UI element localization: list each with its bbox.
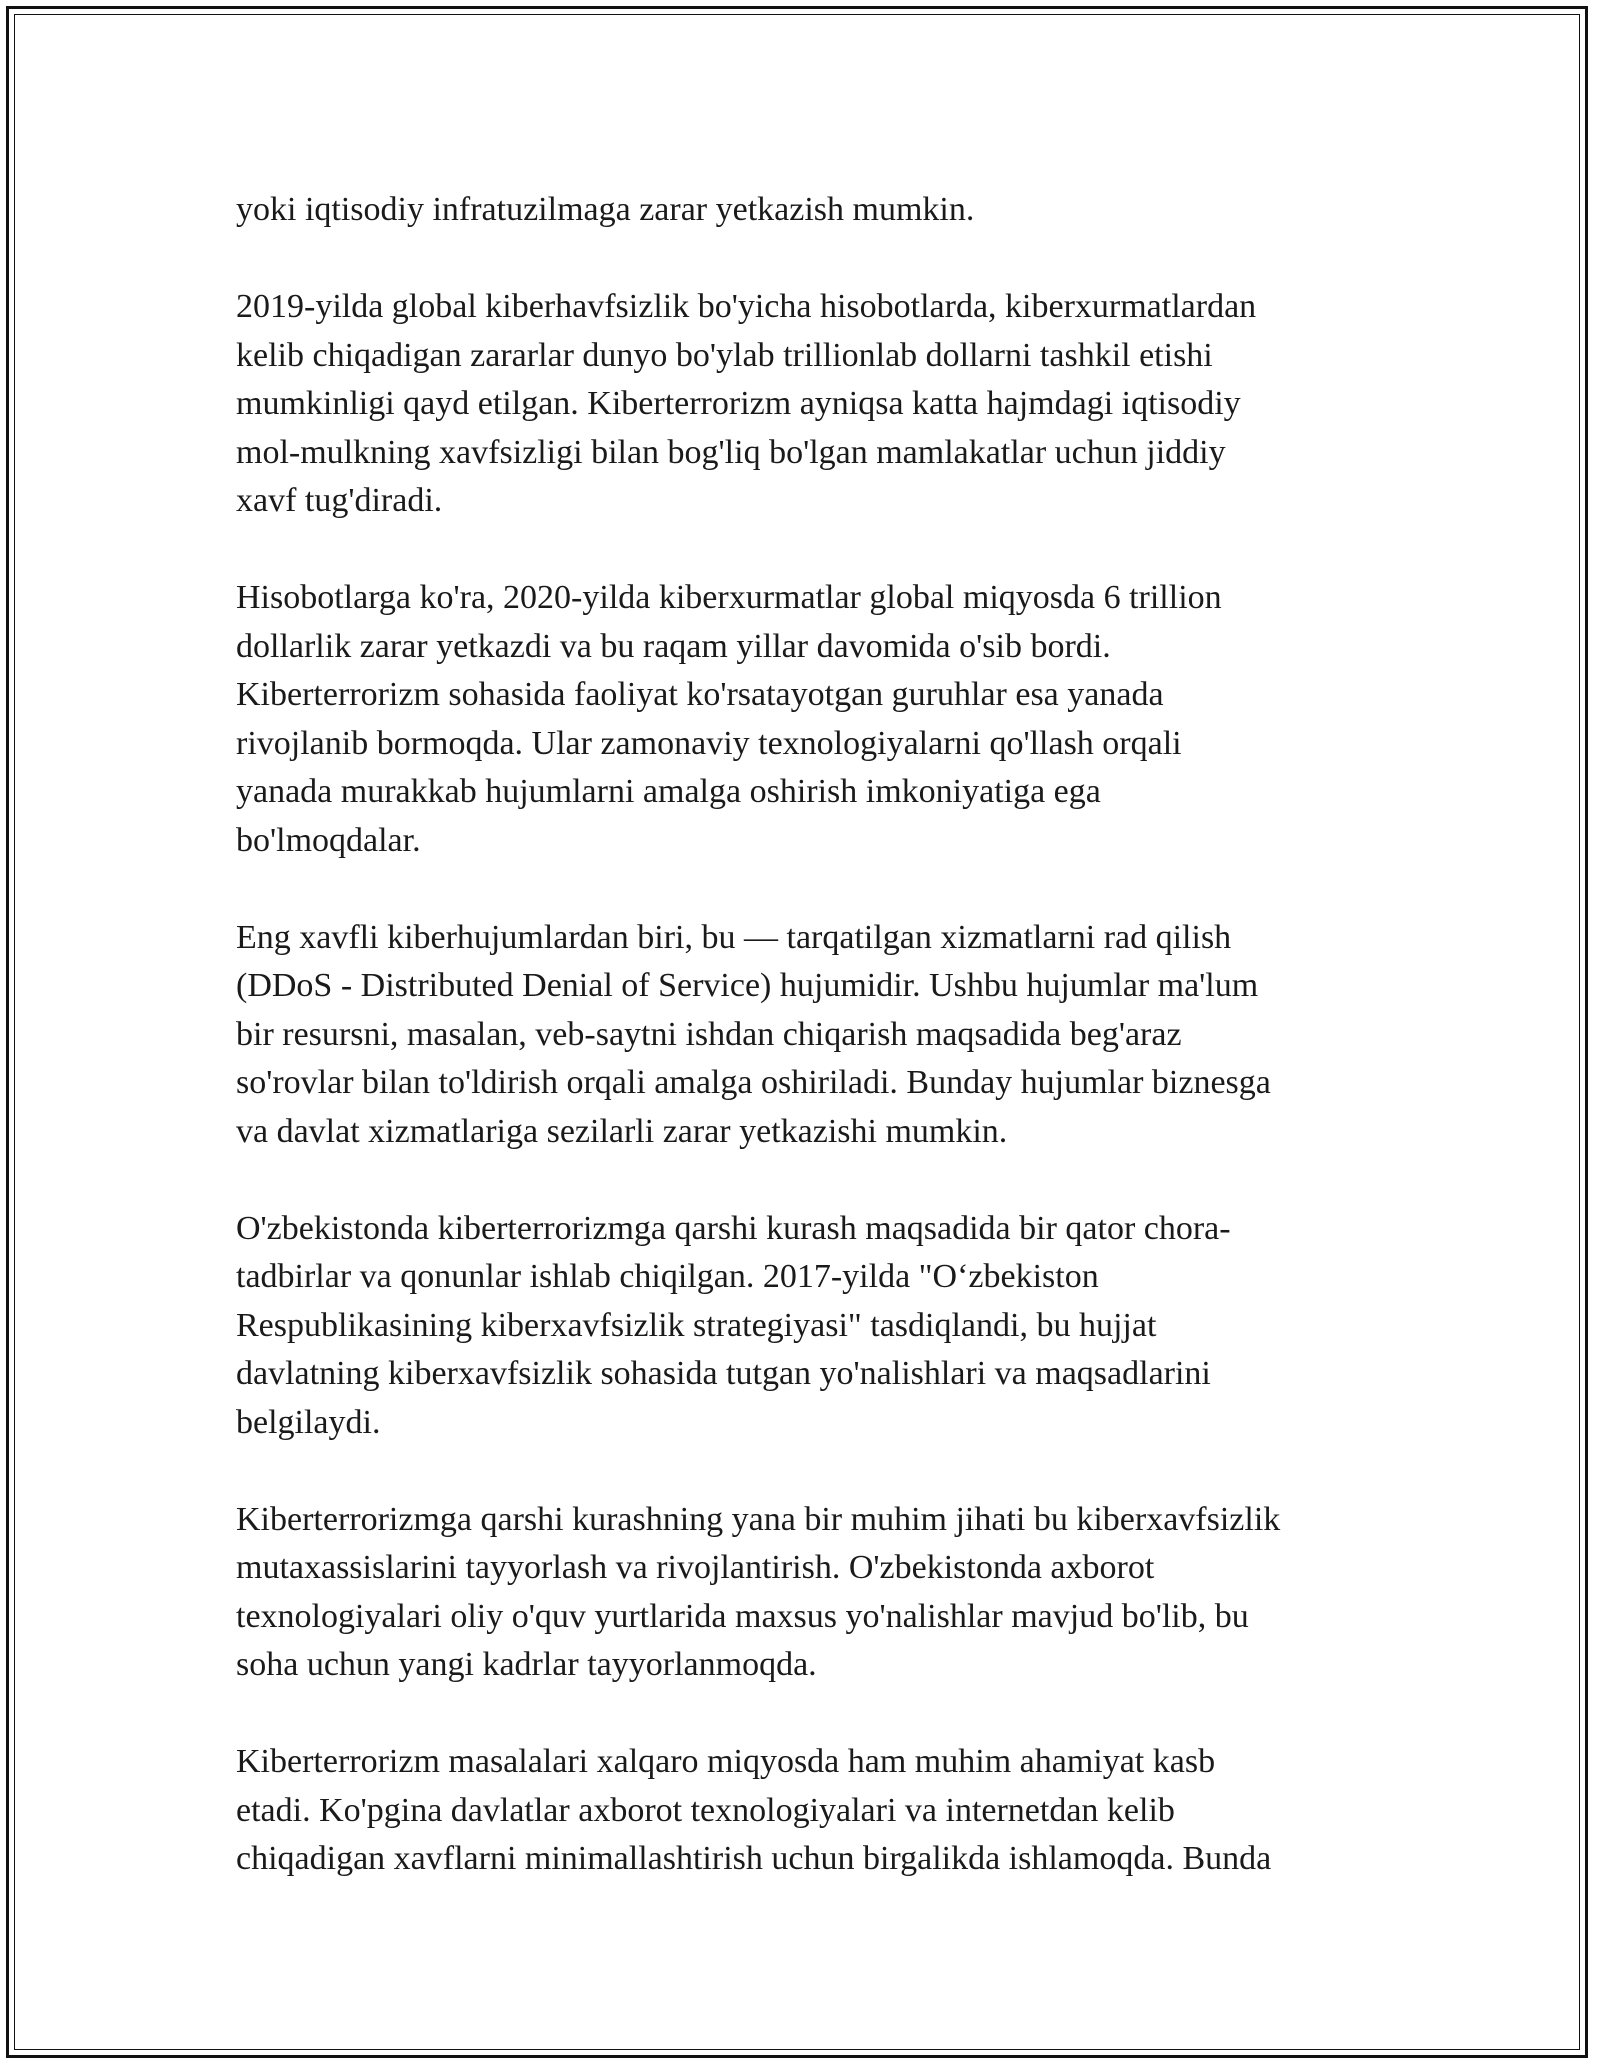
text-line: xavf tug'diradi.	[236, 482, 443, 519]
text-line: chiqadigan xavflarni minimallashtirish uchun birgalikda ishlamoqda. Bunda	[236, 1840, 1272, 1877]
paragraph-gap	[236, 1156, 1366, 1205]
text-line: texnologiyalari oliy o'quv yurtlarida maxsus yo'nalishlar mavjud bo'lib, bu	[236, 1597, 1249, 1635]
text-line: O'zbekistonda kiberterrorizmga qarshi kurash maqsadida bir qator chora-	[236, 1209, 1231, 1247]
text-line: yanada murakkab hujumlarni amalga oshirish imkoniyatiga ega	[236, 773, 1101, 810]
paragraph-gap	[236, 1690, 1366, 1739]
paragraph-3	[236, 574, 1366, 865]
text-line: mol-mulkning xavfsizligi bilan bog'liq bo'lgan mamlakatlar uchun jiddiy	[236, 433, 1226, 471]
paragraph-5	[236, 1205, 1366, 1448]
text-line: 2019-yilda global kiberhavfsizlik bo'yicha hisobotlarda, kiberxurmatlardan	[236, 288, 1257, 325]
paragraph-4	[236, 914, 1366, 1157]
text-line: (DDoS - Distributed Denial of Service) hujumidir. Ushbu hujumlar ma'lum	[236, 967, 1259, 1004]
paragraph-6	[236, 1496, 1366, 1690]
paragraph-gap	[236, 865, 1366, 914]
document-body	[236, 186, 1366, 1884]
text-line: mumkinligi qayd etilgan. Kiberterrorizm ayniqsa katta hajmdagi iqtisodiy	[236, 385, 1241, 422]
text-line: Eng xavfli kiberhujumlardan biri, bu — tarqatilgan xizmatlarni rad qilish	[236, 918, 1232, 956]
paragraph-7	[236, 1738, 1366, 1884]
text-line: Kiberterrorizm sohasida faoliyat ko'rsatayotgan guruhlar esa yanada	[236, 676, 1164, 713]
paragraph-gap	[236, 235, 1366, 284]
paragraph-gap	[236, 1447, 1366, 1496]
text-line: belgilaydi.	[236, 1403, 381, 1441]
text-line: davlatning kiberxavfsizlik sohasida tutgan yo'nalishlari va maqsadlarini	[236, 1355, 1211, 1392]
text-line: bir resursni, masalan, veb-saytni ishdan chiqarish maqsadida beg'araz	[236, 1015, 1182, 1053]
text-line: yoki iqtisodiy infratuzilmaga zarar yetkazish mumkin.	[236, 191, 975, 228]
text-line: tadbirlar va qonunlar ishlab chiqilgan. 2017-yilda "O‘zbekiston	[236, 1258, 1099, 1295]
paragraph-gap	[236, 526, 1366, 575]
text-line: soha uchun yangi kadrlar tayyorlanmoqda.	[236, 1646, 817, 1683]
text-line: mutaxassislarini tayyorlash va rivojlantirish. O'zbekistonda axborot	[236, 1549, 1155, 1586]
text-line: bo'lmoqdalar.	[236, 821, 421, 859]
paragraph-1	[236, 186, 1366, 235]
text-line: Kiberterrorizm masalalari xalqaro miqyosda ham muhim ahamiyat kasb	[236, 1743, 1216, 1780]
text-line: etadi. Ko'pgina davlatlar axborot texnologiyalari va internetdan kelib	[236, 1791, 1175, 1829]
text-line: rivojlanib bormoqda. Ular zamonaviy texnologiyalarni qo'llash orqali	[236, 724, 1182, 762]
text-line: dollarlik zarar yetkazdi va bu raqam yillar davomida o'sib bordi.	[236, 627, 1111, 665]
text-line: kelib chiqadigan zararlar dunyo bo'ylab trillionlab dollarni tashkil etishi	[236, 336, 1213, 374]
text-line: Kiberterrorizmga qarshi kurashning yana bir muhim jihati bu kiberxavfsizlik	[236, 1500, 1281, 1538]
text-line: va davlat xizmatlariga sezilarli zarar yetkazishi mumkin.	[236, 1112, 1008, 1150]
text-line: so'rovlar bilan to'ldirish orqali amalga oshiriladi. Bunday hujumlar biznesga	[236, 1064, 1271, 1101]
text-line: Respublikasining kiberxavfsizlik strategiyasi" tasdiqlandi, bu hujjat	[236, 1306, 1157, 1344]
paragraph-2	[236, 283, 1366, 526]
text-line: Hisobotlarga ko'ra, 2020-yilda kiberxurmatlar global miqyosda 6 trillion	[236, 579, 1222, 616]
